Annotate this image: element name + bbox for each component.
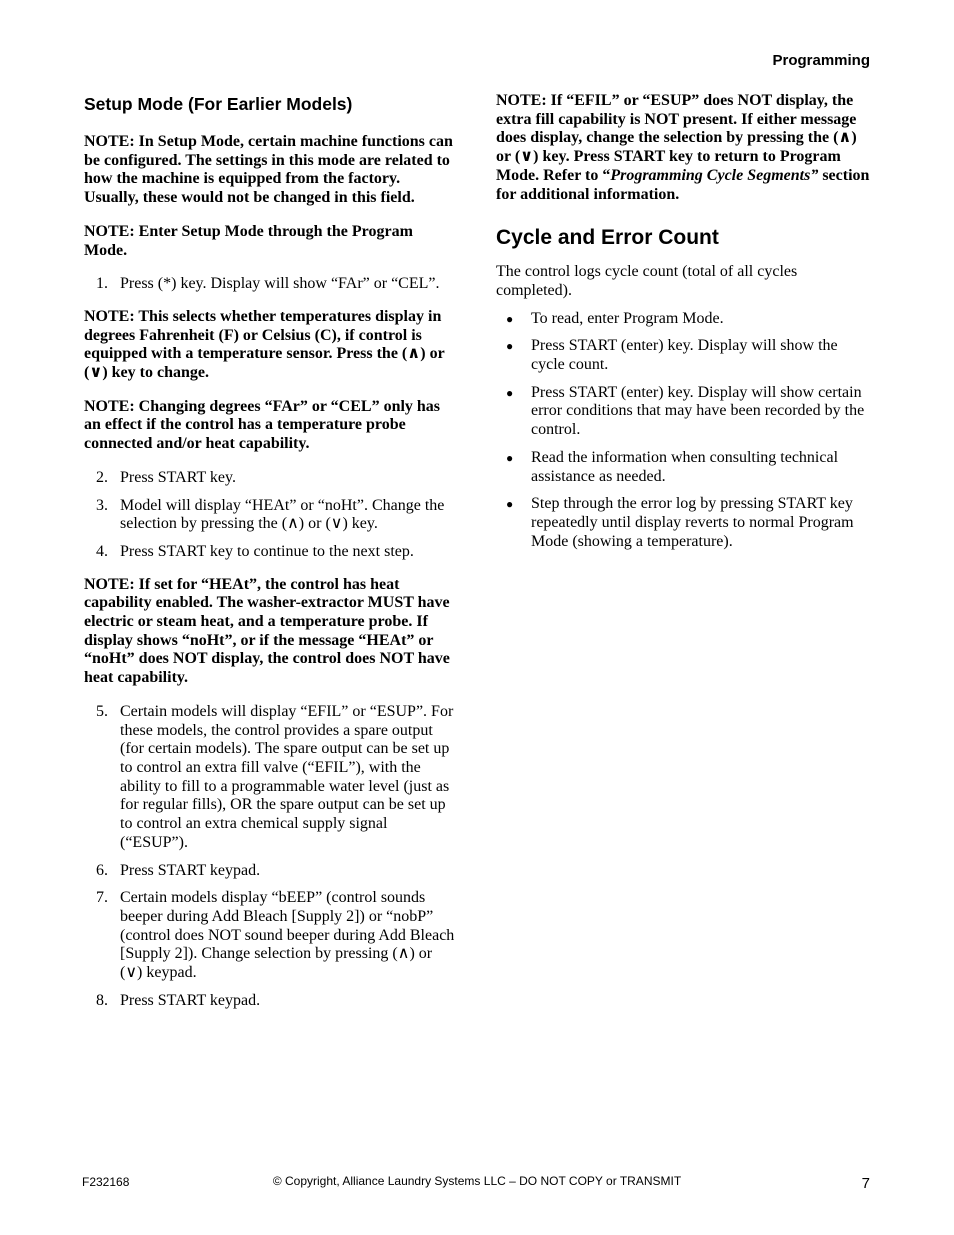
list-item xyxy=(496,384,872,440)
steps-list-a xyxy=(84,275,458,294)
step-number: 7. xyxy=(96,889,108,907)
running-header: Programming xyxy=(772,52,870,69)
cycle-count-intro: The control logs cycle count (total of all cycles completed). xyxy=(496,263,798,299)
steps-list-c xyxy=(84,703,458,1011)
step-number: 3. xyxy=(96,496,108,514)
step-text: Press (*) key. Display will show “FAr” or “CEL”. xyxy=(120,275,440,293)
list-item xyxy=(496,495,872,551)
note-text: NOTE: If “EFIL” or “ESUP” does NOT display, the extra fill capability is NOT present. If either message does display, change the selection by pressing the (∧) or (∨) key. Press START key to return to Program Mode. Refer to “ xyxy=(496,92,857,184)
step-text: Press START keypad. xyxy=(120,991,261,1009)
setup-mode-heading: Setup Mode (For Earlier Models) xyxy=(84,94,353,114)
bullet-icon: ● xyxy=(506,450,514,465)
note-setup-mode: NOTE: In Setup Mode, certain machine functions can be configured. The settings in this mode are related to how the machine is equipped from the factory. Usually, these would not be changed in this field. xyxy=(84,133,453,207)
list-item-text: Press START (enter) key. Display will show certain error conditions that may have been recorded by the control. xyxy=(531,383,865,439)
note-changing-degrees: NOTE: Changing degrees “FAr” or “CEL” only has an effect if the control has a temperature probe connected and/or heat capability. xyxy=(84,397,441,453)
bullet-icon: ● xyxy=(506,385,514,400)
list-item-text: Press START (enter) key. Display will show the cycle count. xyxy=(531,337,838,374)
note-efil-esup xyxy=(496,92,872,204)
step-number: 2. xyxy=(96,468,108,486)
list-item xyxy=(496,337,872,374)
list-item-text: Step through the error log by pressing START key repeatedly until display reverts to normal Program Mode (showing a temperature). xyxy=(531,495,854,550)
step-item xyxy=(84,543,458,562)
page-number: 7 xyxy=(861,1175,870,1192)
note-enter-setup: NOTE: Enter Setup Mode through the Program Mode. xyxy=(84,222,413,259)
step-text: Model will display “HEAt” or “noHt”. Change the selection by pressing the (∧) or (∨) key. xyxy=(120,496,445,533)
step-number: 1. xyxy=(96,275,108,293)
step-item xyxy=(84,889,458,983)
steps-list-b xyxy=(84,469,458,562)
step-text: Press START key. xyxy=(120,468,236,486)
copyright-notice: © Copyright, Alliance Laundry Systems LLC – DO NOT COPY or TRANSMIT xyxy=(272,1174,682,1188)
step-item xyxy=(84,862,458,881)
list-item xyxy=(496,310,872,329)
list-item-text: To read, enter Program Mode. xyxy=(531,309,724,327)
note-temperature-units: NOTE: This selects whether temperatures display in degrees Fahrenheit (F) or Celsius (C), if control is equipped with a temperature sensor. Press the (∧) or (∨) key to change. xyxy=(84,307,445,382)
step-number: 5. xyxy=(96,702,108,720)
step-item xyxy=(84,703,458,853)
step-number: 8. xyxy=(96,991,108,1009)
step-text: Certain models display “bEEP” (control sounds beeper during Add Bleach [Supply 2]) or “nobP” (control does NOT sound beeper during Add Bleach [Supply 2]). Change selection by pressing (∧) or (∨) keypad. xyxy=(120,889,455,982)
step-text: Press START key to continue to the next step. xyxy=(120,542,414,560)
step-item xyxy=(84,469,458,488)
bullet-icon: ● xyxy=(506,311,514,326)
document-id: F232168 xyxy=(82,1175,130,1189)
cycle-count-bullets xyxy=(496,310,872,552)
bullet-icon: ● xyxy=(506,497,514,512)
right-column xyxy=(496,92,872,560)
list-item xyxy=(496,449,872,486)
list-item-text: Read the information when consulting technical assistance as needed. xyxy=(531,448,839,485)
left-column xyxy=(84,92,458,1024)
cycle-error-count-heading: Cycle and Error Count xyxy=(496,226,719,250)
section-reference: Programming Cycle Segments” xyxy=(610,166,819,184)
step-text: Press START keypad. xyxy=(120,861,261,879)
step-item xyxy=(84,275,458,294)
note-text: section for additional information. xyxy=(496,166,870,203)
step-number: 4. xyxy=(96,542,108,560)
step-item xyxy=(84,497,458,534)
step-item xyxy=(84,992,458,1011)
step-text: Certain models will display “EFIL” or “ESUP”. For these models, the control provides a spare output (for certain models). The spare output can be set up to control an extra fill valve (“EFIL”), with the ability to fill to a programmable water level (just as for regular fills), OR the spare output can be set up to control an extra chemical supply signal (“ESUP”). xyxy=(120,702,454,851)
bullet-icon: ● xyxy=(506,339,514,354)
step-number: 6. xyxy=(96,861,108,879)
note-heat-capability: NOTE: If set for “HEAt”, the control has heat capability enabled. The washer-extractor MUST have electric or steam heat, and a temperature probe. If display shows “noHt”, or if the message “HEAt” or “noHt” does NOT display, the control does NOT have heat capability. xyxy=(84,575,450,687)
